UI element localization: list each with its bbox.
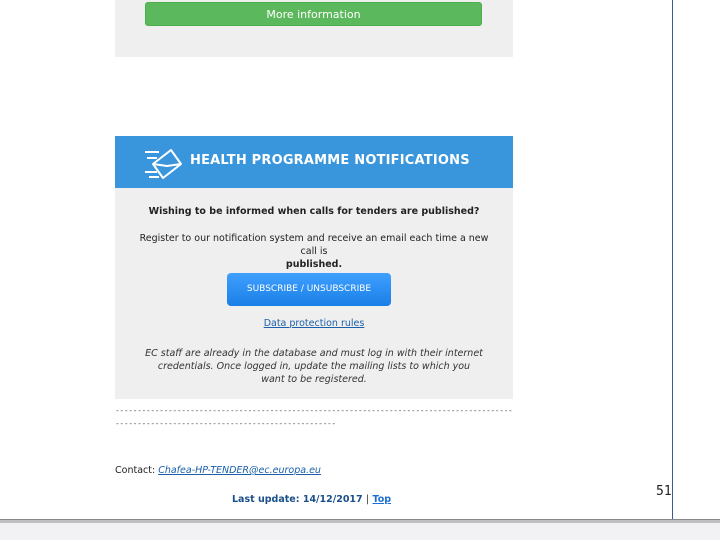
footer-separator: | bbox=[365, 494, 370, 505]
ec-staff-note: EC staff are already in the database and must log in with their internet credentials. Once logged in, update the mailing lists to which you want to be registered. bbox=[145, 348, 483, 385]
contact-label: Contact: bbox=[115, 465, 156, 476]
register-text-end: published. bbox=[285, 259, 343, 270]
subscribe-button[interactable]: SUBSCRIBE / UNSUBSCRIBE bbox=[227, 273, 391, 306]
slide-page-number: 51 bbox=[656, 484, 672, 499]
question-text: Wishing to be informed when calls for tenders are published? bbox=[148, 206, 480, 217]
register-text-main: Register to our notification system and receive an email each time a new call is bbox=[139, 233, 489, 257]
top-link[interactable]: Top bbox=[372, 494, 392, 505]
notification-header bbox=[115, 136, 513, 188]
notification-panel bbox=[115, 136, 513, 399]
last-update-text: Last update: 14/12/2017 bbox=[232, 494, 363, 505]
last-update-line bbox=[232, 494, 391, 505]
page-border-line bbox=[672, 0, 673, 519]
register-text bbox=[135, 232, 493, 271]
data-protection-link[interactable]: Data protection rules bbox=[263, 318, 365, 329]
contact-email-link[interactable]: Chafea-HP-TENDER@ec.europa.eu bbox=[158, 465, 321, 476]
notification-title: HEALTH PROGRAMME NOTIFICATIONS bbox=[190, 153, 470, 168]
dashed-separator: -------------------------------------------------------------------------------------------------------------------------------------------- bbox=[115, 406, 513, 428]
more-information-button[interactable]: More information bbox=[145, 2, 482, 26]
bottom-bar bbox=[0, 523, 720, 540]
contact-line bbox=[115, 465, 321, 476]
envelope-icon bbox=[143, 144, 183, 182]
